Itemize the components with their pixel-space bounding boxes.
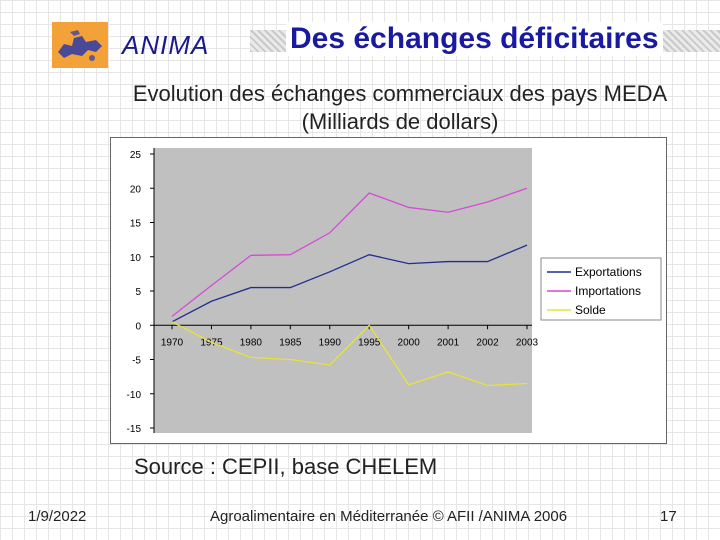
line-chart bbox=[111, 138, 666, 443]
brand-name: ANIMA bbox=[122, 30, 210, 60]
x-tick-label: 2000 bbox=[397, 337, 420, 349]
y-tick-label: -5 bbox=[132, 355, 141, 367]
page-title: Des échanges déficitaires bbox=[286, 22, 663, 56]
x-tick-label: 1970 bbox=[160, 337, 184, 349]
footer-date: 1/9/2022 bbox=[28, 508, 87, 525]
footer-text: Agroalimentaire en Méditerranée © AFII /ANIMA 2006 bbox=[210, 508, 568, 525]
plot-area bbox=[154, 148, 532, 433]
legend-label: Solde bbox=[575, 303, 606, 317]
y-tick-label: 25 bbox=[129, 150, 141, 161]
x-tick-label: 2001 bbox=[436, 337, 460, 349]
anima-logo bbox=[52, 22, 108, 68]
y-tick-label: 0 bbox=[135, 321, 141, 333]
map-icon bbox=[52, 22, 108, 68]
subtitle-line-1: Evolution des échanges commerciaux des pays MEDA bbox=[132, 81, 668, 106]
y-tick-label: 15 bbox=[129, 218, 141, 230]
chart-subtitle bbox=[100, 80, 700, 136]
x-tick-label: 2002 bbox=[476, 337, 499, 349]
subtitle-line-2: (Milliards de dollars) bbox=[301, 109, 499, 134]
x-tick-label: 1975 bbox=[200, 337, 223, 349]
chart-container bbox=[110, 137, 667, 444]
y-tick-label: 10 bbox=[129, 252, 141, 264]
y-tick-label: 20 bbox=[129, 184, 141, 196]
y-tick-label: -10 bbox=[126, 389, 141, 401]
source-note: Source : CEPII, base CHELEM bbox=[134, 454, 438, 479]
x-tick-label: 1995 bbox=[358, 337, 381, 349]
y-tick-label: -15 bbox=[126, 424, 141, 435]
legend-label: Exportations bbox=[575, 265, 642, 279]
legend-label: Importations bbox=[575, 284, 642, 298]
x-tick-label: 1980 bbox=[239, 337, 263, 349]
page-number: 17 bbox=[660, 508, 677, 525]
x-tick-label: 1985 bbox=[279, 337, 302, 349]
x-tick-label: 2003 bbox=[515, 337, 539, 349]
y-tick-label: 5 bbox=[135, 287, 141, 298]
x-tick-label: 1990 bbox=[318, 337, 341, 349]
